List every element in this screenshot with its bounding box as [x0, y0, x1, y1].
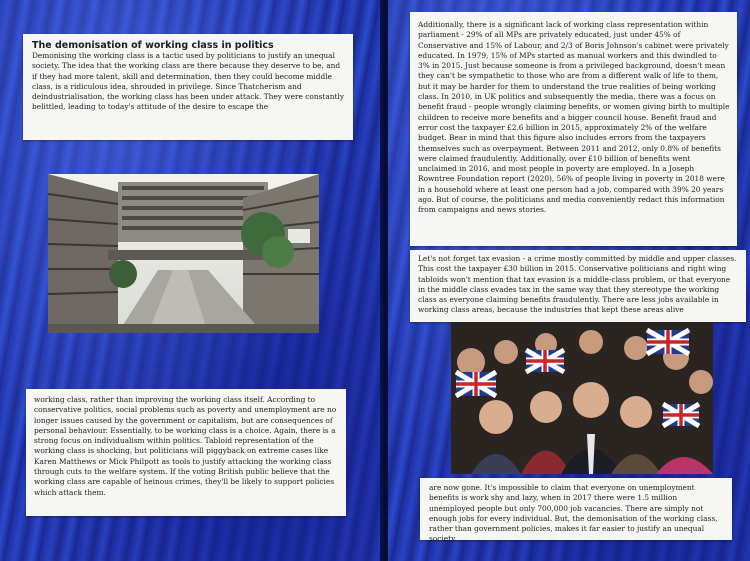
- housing-estate-photo: [48, 174, 319, 333]
- representation-paragraph: Additionally, there is a significant lack of working class representation within parliament - 29% of all MPs are privately educated, just under 45% of Conservative and 15% of Labour, and 2/3 of Boris Johnson's cabinet were privately educated. In 1979, 15% of MPs started as manual workers and this dwindled to 3% in 2015. Just because someone is from a privileged background, doesn't mean they can't be sympathetic to those who are from a different walk of life to them, but it may be harder for them to understand the true realities of being working class. In 2010, in UK politics and subsequently the media, there was a focus on benefit fraud - people wrongly claiming benefits, or women giving birth to multiple children to receive more benefits and a bigger council house. Benefit fraud and error cost the taxpayer £2.6 billion in 2015, approximately 2% of the welfare budget. Bear in mind that this figure also includes errors from the taxpayers themselves such as overpayment. Between 2011 and 2012, only 0.8% of benefits were claimed fraudulently. Additionally, over £10 billion of benefits went unclaimed in 2016, and most people in poverty are employed. In a Joseph Rowntree Foundation report (2020), 56% of people living in poverty in 2018 were in a household where at least one person had a job, compared with 39% 20 years ago. But of course, the politicians and media conveniently redact this information from campaigns and news stories.: [418, 20, 730, 215]
- right-page: [388, 0, 750, 561]
- statistics-text-box: [410, 12, 737, 246]
- intro-text-box: [23, 34, 353, 140]
- intro-paragraph: Demonising the working class is a tactic used by politicians to justify an unequal society. The idea that the working class are there because they deserve to be, and if they had more talent, skill and determination, then they could become middle class, is a ridiculous idea, shrouded in privilege. Since Thatcherism and deindustrialisation, the working class has been under attack. They were constantly belittled, leading to today's attitude of the desire to escape the: [32, 51, 345, 112]
- tax-evasion-text-box: [410, 250, 746, 322]
- conclusion-paragraph: are now gone. It's impossible to claim that everyone on unemployment benefits is work shy and lazy, when in 2017 there were 1.5 million unemployed people but only 700,000 job vacancies. There are simply not enough jobs for every individual. But, the demonisation of the working class, rather than government policies, makes it far easier to justify an unequal society.: [429, 483, 718, 544]
- continuation-paragraph: working class, rather than improving the working class itself. According to conservative politics, social problems such as poverty and unemployment are no longer issues caused by the government or capitalism, but are consequences of personal behaviour. Essentially, to be working class is a choice. Again, there is a strong focus on individualism within politics. Tabloid representation of the working class is shocking, but politicians will piggyback on extreme cases like Karen Matthews or Mick Philpott as tools to justify attacking the working class through cuts to the welfare system. If the voting British public believe that the working class are capable of heinous crimes, they'll be likely to support policies which attack them.: [34, 395, 337, 497]
- article-title: The demonisation of working class in politics: [32, 40, 274, 51]
- conclusion-text-box: [420, 478, 732, 544]
- continuation-text-box: [26, 389, 346, 516]
- crowd-with-union-flags-photo: [451, 322, 713, 474]
- tax-evasion-paragraph: Let's not forget tax evasion - a crime mostly committed by middle and upper classes. This cost the taxpayer £30 billion in 2015. Conservative politicians and right wing tabloids won't mention that tax evasion is a middle-class problem, or that everyone in the middle class evades tax in the same way that they stereotype the working class as everyone claiming benefits fraudulently. There are less jobs available in working class areas, because the industries that kept these areas alive: [418, 254, 737, 315]
